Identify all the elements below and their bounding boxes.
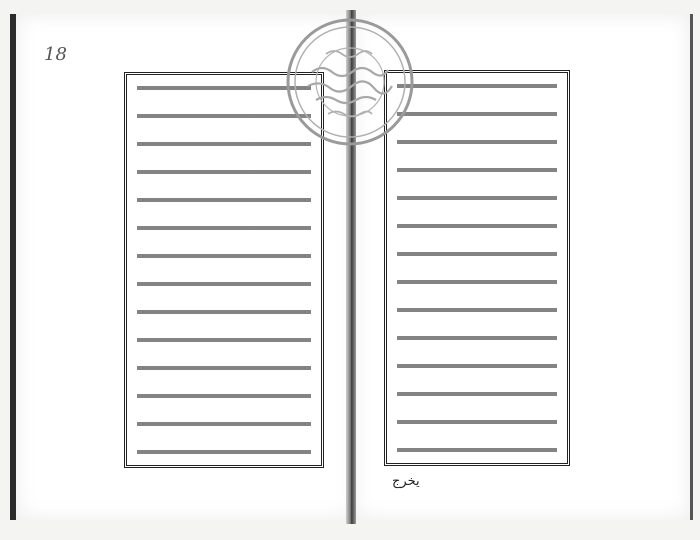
- folio-number: 18: [44, 44, 67, 65]
- catchword: يخرج: [392, 474, 420, 489]
- seal-stamp-icon: [282, 14, 418, 150]
